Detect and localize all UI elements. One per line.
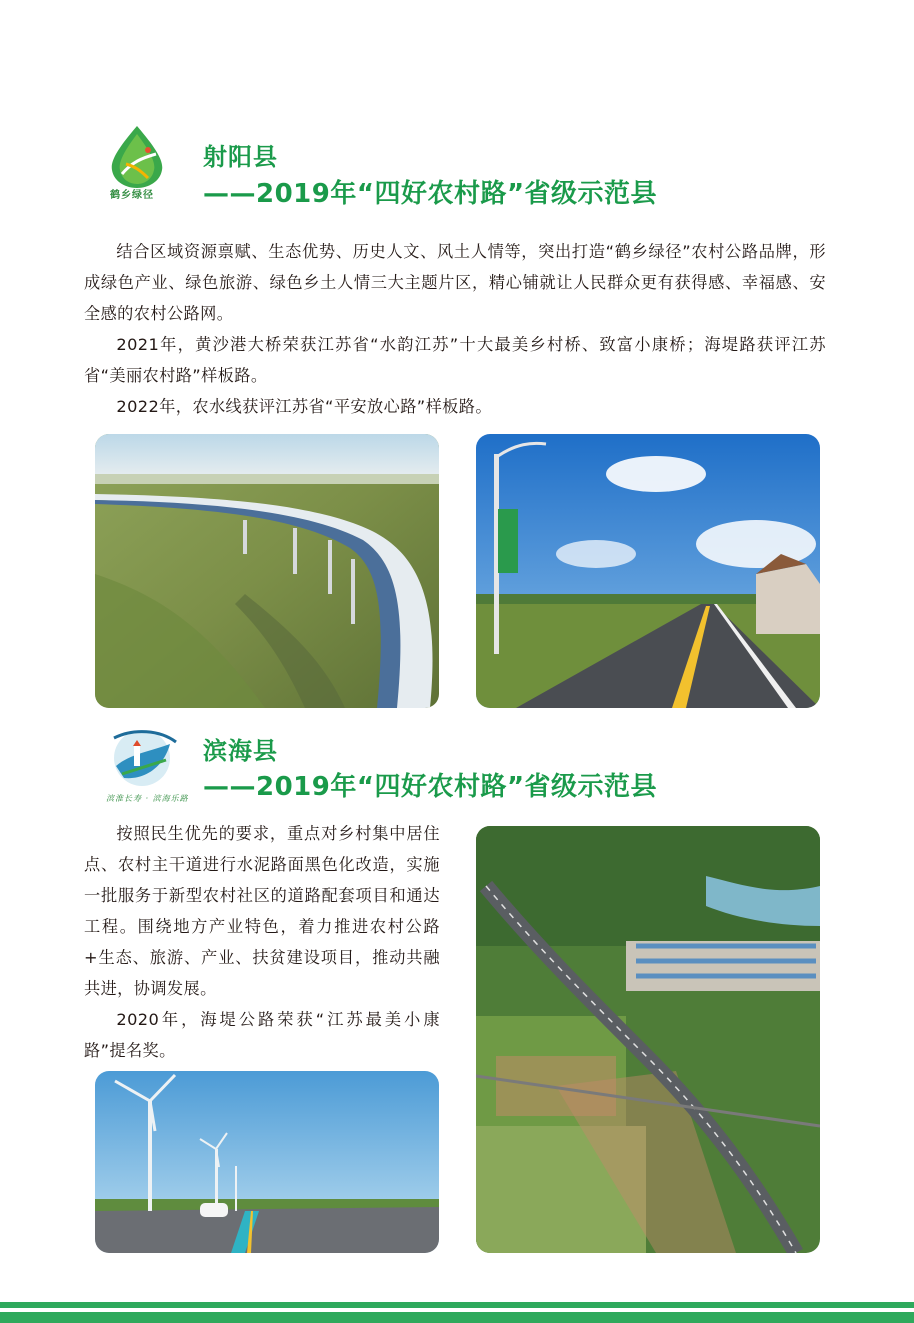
sheyang-logo (104, 124, 170, 204)
wind-turbine-road-photo (95, 1071, 439, 1253)
sheyang-county-title: 射阳县 (203, 143, 278, 171)
binhai-body (84, 818, 440, 1066)
sheyang-body (84, 236, 826, 422)
sheyang-paragraph-2: 2021年，黄沙港大桥荣获江苏省“水韵江苏”十大最美乡村桥、致富小康桥；海堤路获评江苏省“美丽农村路”样板路。 (84, 335, 826, 385)
binhai-subtitle: ——2019年“四好农村路”省级示范县 (203, 772, 658, 802)
binhai-paragraph-2: 2020年，海堤公路荣获“江苏最美小康路”提名奖。 (84, 1010, 440, 1060)
bottom-green-bar-lower (0, 1312, 914, 1323)
sheyang-subtitle: ——2019年“四好农村路”省级示范县 (203, 179, 658, 209)
lighthouse-wave-icon (104, 726, 184, 790)
binhai-paragraph-1: 按照民生优先的要求，重点对乡村集中居住点、农村主干道进行水泥路面黑色化改造，实施一批服务于新型农村社区的道路配套项目和通达工程。围绕地方产业特色，着力推进农村公路+生态、旅游、产业、扶贫建设项目，推动共融共进，协调发展。 (84, 824, 440, 998)
binhai-logo (104, 726, 189, 806)
sheyang-paragraph-3: 2022年，农水线获评江苏省“平安放心路”样板路。 (116, 397, 492, 416)
country-road-photo (476, 434, 820, 708)
sheyang-paragraph-1: 结合区域资源禀赋、生态优势、历史人文、风土人情等，突出打造“鹤乡绿径”农村公路品牌，形成绿色产业、绿色旅游、绿色乡土人情三大主题片区，精心铺就让人民群众更有获得感、幸福感、安全感的农村公路网。 (84, 242, 826, 323)
binhai-county-title: 滨海县 (203, 737, 278, 765)
crane-leaf-icon (104, 124, 170, 190)
bridge-aerial-photo (95, 434, 439, 708)
village-highway-aerial-photo (476, 826, 820, 1253)
sheyang-logo-text: 鹤乡绿径 (110, 190, 154, 201)
binhai-logo-text: 滨淮长寿 · 滨海乐路 (106, 794, 189, 803)
bottom-green-bar (0, 1302, 914, 1308)
